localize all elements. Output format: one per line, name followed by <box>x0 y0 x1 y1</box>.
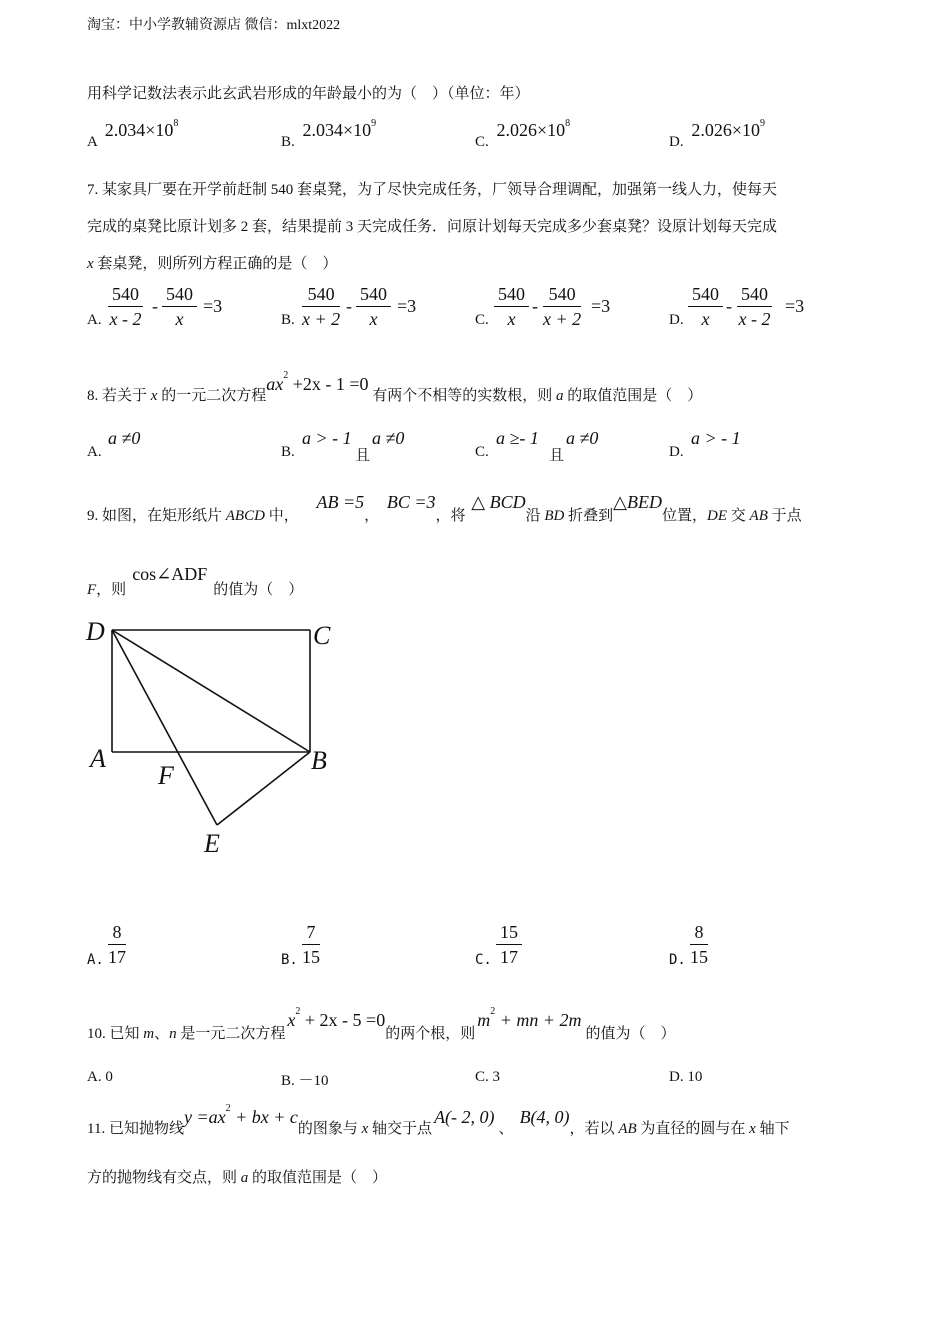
option-and: 且 <box>549 448 565 464</box>
option-letter: B. <box>281 952 298 968</box>
label-c: C <box>313 621 331 650</box>
minus-sign: - <box>726 296 732 316</box>
q11-separator: 、 <box>498 1121 514 1137</box>
q11-point-b: B(4, 0) <box>519 1107 570 1127</box>
q9-end: 的值为（ ） <box>213 582 304 598</box>
equals-rhs: =3 <box>591 296 611 316</box>
q9-text-5: 位置， <box>662 508 708 524</box>
q9-ab: AB <box>749 508 768 524</box>
option-expression: a > - 1 <box>691 428 741 448</box>
option-letter: C. <box>475 134 489 150</box>
q10-option-a[interactable] <box>87 1069 113 1086</box>
option-exponent: 8 <box>173 118 179 129</box>
q10-option-c[interactable] <box>475 1069 500 1086</box>
q9-comma: ， <box>364 508 380 524</box>
option-fraction: $\frac{7}{15}$ <box>302 922 320 967</box>
fraction-2: $\frac{540}{x + 2}$ <box>543 284 582 329</box>
q7-line-3 <box>87 252 337 273</box>
q11-equation: y =ax <box>183 1107 226 1127</box>
q9-stem-line-1 <box>87 492 802 525</box>
label-e: E <box>204 829 220 858</box>
option-letter: C. <box>475 312 489 328</box>
q9-figure <box>80 612 350 862</box>
q10-expr-rest: + mn + 2m <box>495 1010 582 1030</box>
q11-var-a: a <box>240 1170 249 1186</box>
q9-prefix: 9. 如图，在矩形纸片 <box>87 508 226 524</box>
option-letter: B. <box>281 444 295 460</box>
option-expression: a ≥- 1 <box>496 428 539 448</box>
q8-suffix-variable: a <box>556 388 564 404</box>
q8-mid: 的一元二次方程 <box>157 388 267 404</box>
fraction-1: $\frac{540}{x}$ <box>688 284 723 329</box>
q9-triangle-bcd: △ BCD <box>471 492 526 512</box>
option-expression: a ≠0 <box>108 428 141 448</box>
q8-equation-a: ax <box>266 374 284 394</box>
q8-equation-exp: 2 <box>283 370 289 381</box>
q10-text-1: 是一元二次方程 <box>176 1026 286 1042</box>
minus-sign: - <box>152 296 158 316</box>
option-letter: A. <box>87 952 104 968</box>
q10-text-3: 的值为（ ） <box>585 1026 676 1042</box>
q9-bc-length: BC =3 <box>386 492 436 512</box>
q11-text-3: ，若以 <box>569 1121 619 1137</box>
option-fraction: $\frac{15}{17}$ <box>496 922 522 967</box>
option-letter: D. <box>669 1069 684 1085</box>
q9-point-f: F <box>87 582 97 598</box>
q6-option-a[interactable] <box>87 118 179 151</box>
q10-option-b[interactable] <box>281 1069 329 1090</box>
option-letter: D. <box>669 312 684 328</box>
q11-text-5: 轴下 <box>755 1121 790 1137</box>
q10-option-d[interactable] <box>669 1069 702 1086</box>
minus-sign: - <box>346 296 352 316</box>
q9-bd: BD <box>544 508 565 524</box>
edge-eb <box>217 752 310 825</box>
q11-text-1: 的图象与 <box>297 1121 362 1137</box>
q9-text-2: ，将 <box>435 508 466 524</box>
option-letter: C. <box>475 444 489 460</box>
q9-ab-length: AB =5 <box>316 492 365 512</box>
option-fraction: $\frac{8}{15}$ <box>690 922 708 967</box>
q11-stem-line-1 <box>87 1103 790 1138</box>
q6-option-b[interactable] <box>281 118 377 151</box>
q10-equation-rest: + 2x - 5 =0 <box>300 1010 386 1030</box>
fraction-2: $\frac{540}{x}$ <box>356 284 391 329</box>
q6-option-d[interactable] <box>669 118 765 151</box>
q10-stem <box>87 1006 676 1043</box>
q10-expr-m: m <box>477 1010 491 1030</box>
q11-equation-exp: 2 <box>225 1103 231 1114</box>
q9-text-7: 于点 <box>767 508 802 524</box>
diagonal-db <box>112 630 310 752</box>
option-mantissa: 2.034×10 <box>302 120 372 140</box>
q7-line-3-text: 套桌凳，则所列方程正确的是（ ） <box>93 256 338 272</box>
q9-rect-name: ABCD <box>225 508 265 524</box>
q11-line-2-text-1: 方的抛物线有交点，则 <box>87 1170 241 1186</box>
q9-de: DE <box>707 508 728 524</box>
fraction-2: $\frac{540}{x - 2}$ <box>738 284 771 329</box>
edge-de <box>112 630 217 825</box>
q10-separator: 、 <box>154 1026 170 1042</box>
equals-rhs: =3 <box>203 296 223 316</box>
option-letter: D. <box>669 134 684 150</box>
option-exponent: 8 <box>565 118 571 129</box>
q10-equation-exp: 2 <box>295 1006 301 1017</box>
label-d: D <box>86 617 105 646</box>
fraction-1: $\frac{540}{x - 2}$ <box>109 284 142 329</box>
label-f: F <box>158 761 174 790</box>
q9-text-1: 中， <box>264 508 299 524</box>
option-letter: C. <box>475 1069 489 1085</box>
q10-var-n: n <box>169 1026 177 1042</box>
option-letter: D. <box>669 444 684 460</box>
option-letter: A <box>87 134 98 150</box>
option-mantissa: 2.026×10 <box>691 120 760 140</box>
q11-line-2-text-2: 的取值范围是（ ） <box>248 1170 388 1186</box>
q9-triangle-bed: △BED <box>613 492 662 512</box>
option-letter: D. <box>669 952 686 968</box>
option-expression: a > - 1 <box>302 428 352 448</box>
option-value: 3 <box>492 1069 501 1085</box>
q9-stem-line-2 <box>87 564 304 599</box>
label-b: B <box>311 746 327 775</box>
q10-equation-x: x <box>287 1010 296 1030</box>
q8-prefix: 8. 若关于 <box>87 388 151 404</box>
option-letter: C. <box>475 952 492 968</box>
q11-point-a: A(- 2, 0) <box>434 1107 495 1127</box>
fraction-1: $\frac{540}{x}$ <box>494 284 529 329</box>
q6-option-c[interactable] <box>475 118 571 151</box>
label-a: A <box>90 744 106 773</box>
option-letter: B. <box>281 1073 295 1089</box>
minus-sign: - <box>532 296 538 316</box>
option-mantissa: 2.026×10 <box>496 120 566 140</box>
option-letter: A. <box>87 312 102 328</box>
fraction-1: $\frac{540}{x + 2}$ <box>302 284 341 329</box>
q11-prefix: 11. 已知抛物线 <box>87 1121 184 1137</box>
q8-suffix-1: 有两个不相等的实数根，则 <box>372 388 557 404</box>
q8-stem <box>87 370 703 405</box>
option-letter: A. <box>87 1069 102 1085</box>
q11-ab: AB <box>618 1121 637 1137</box>
option-expression-2: a ≠0 <box>566 428 599 448</box>
q7-variable: x <box>87 256 94 272</box>
q9-text-4: 折叠到 <box>564 508 614 524</box>
q8-suffix-2: 的取值范围是（ ） <box>563 388 703 404</box>
q10-prefix: 10. 已知 <box>87 1026 144 1042</box>
option-expression-2: a ≠0 <box>372 428 405 448</box>
option-and: 且 <box>355 448 371 464</box>
equals-rhs: =3 <box>785 296 805 316</box>
q11-stem-line-2 <box>87 1166 387 1187</box>
equals-rhs: =3 <box>397 296 417 316</box>
q11-text-2: 轴交于点 <box>368 1121 433 1137</box>
option-value: －10 <box>298 1073 329 1089</box>
q6-stem: 用科学记数法表示此玄武岩形成的年龄最小的为（ ）（单位：年） <box>87 86 530 102</box>
option-fraction: $\frac{8}{17}$ <box>108 922 126 967</box>
q9-cos-expression: cos∠ADF <box>132 564 208 584</box>
option-exponent: 9 <box>371 118 377 129</box>
q10-text-2: 的两个根，则 <box>385 1026 476 1042</box>
option-letter: B. <box>281 134 295 150</box>
page-header: 淘宝：中小学教辅资源店 微信：mlxt2022 <box>87 18 341 33</box>
q11-var-x-2: x <box>749 1121 756 1137</box>
option-letter: B. <box>281 312 295 328</box>
q10-var-m: m <box>143 1026 155 1042</box>
q11-equation-rest: + bx + c <box>230 1107 298 1127</box>
option-letter: A. <box>87 444 102 460</box>
option-exponent: 9 <box>760 118 765 129</box>
q8-equation-rest: +2x - 1 =0 <box>288 374 369 394</box>
option-mantissa: 2.034×10 <box>104 120 174 140</box>
fraction-2: $\frac{540}{x}$ <box>162 284 197 329</box>
q11-text-4: 为直径的圆与在 <box>636 1121 750 1137</box>
q9-then: ，则 <box>96 582 127 598</box>
option-value: 0 <box>105 1069 113 1085</box>
q11-var-x: x <box>361 1121 369 1137</box>
q7-line-2: 完成的桌凳比原计划多 2 套，结果提前 3 天完成任务．问原计划每天完成多少套桌凳？设原计划每天完成 <box>87 219 778 235</box>
q9-text-6: 交 <box>727 508 750 524</box>
q10-expr-exp: 2 <box>490 1006 496 1017</box>
option-value: 10 <box>687 1069 703 1085</box>
q9-text-3: 沿 <box>525 508 545 524</box>
q8-variable: x <box>150 388 158 404</box>
q7-line-1: 7. 某家具厂要在开学前赶制 540 套桌凳，为了尽快完成任务，厂领导合理调配，加强第一线人力，使每天 <box>87 182 778 198</box>
